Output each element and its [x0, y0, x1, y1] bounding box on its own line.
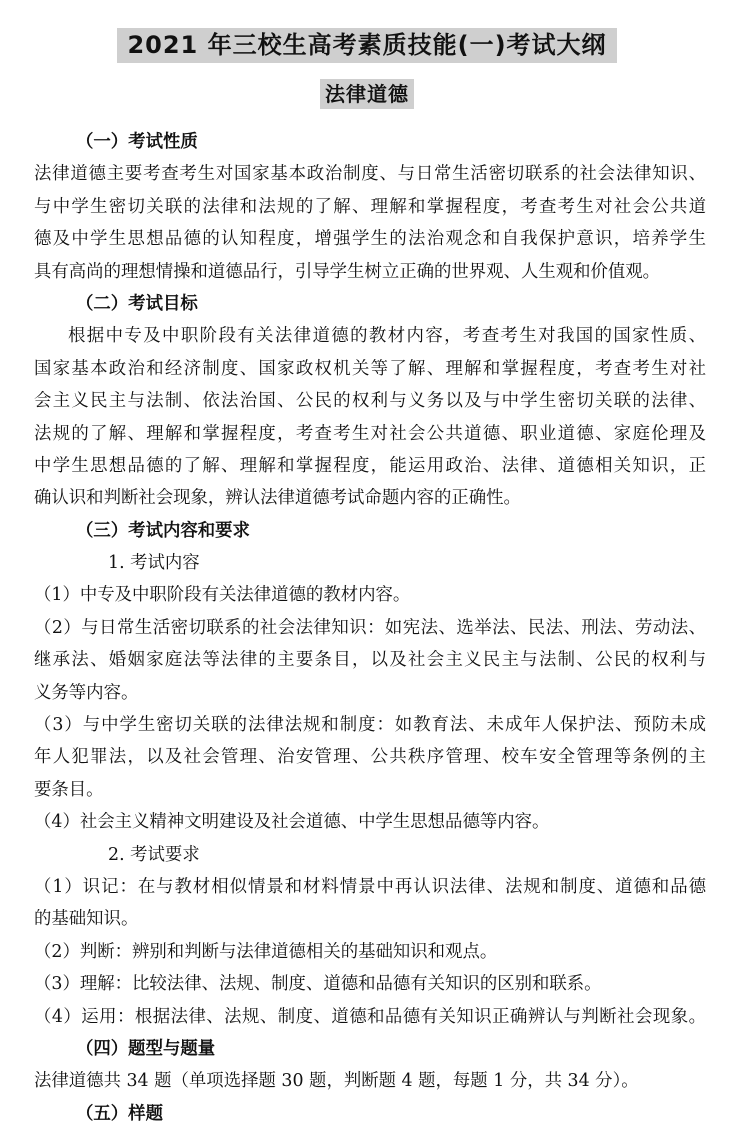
text-line: 要条目。	[34, 779, 104, 800]
text-line: 会主义民主与法制、依法治国、公民的权利与义务以及与中学生密切关联的法律、	[34, 391, 706, 412]
document-body	[34, 126, 706, 1130]
document-subtitle: 法律道德	[320, 79, 414, 109]
text-line: （4）运用：根据法律、法规、制度、道德和品德有关知识正确辨认与判断社会现象。	[34, 1006, 706, 1027]
text-line: 国家基本政治和经济制度、国家政权机关等了解、理解和掌握程度，考查考生对社	[34, 358, 706, 379]
text-line: 年人犯罪法，以及社会管理、治安管理、公共秩序管理、校车安全管理等条例的主	[34, 747, 706, 768]
document-title: 2021 年三校生高考素质技能(一)考试大纲	[117, 28, 616, 63]
text-line: 2. 考试要求	[108, 844, 200, 865]
text-line: （3）与中学生密切关联的法律法规和制度：如教育法、未成年人保护法、预防未成	[34, 715, 706, 736]
text-line: 义务等内容。	[34, 682, 139, 703]
subtitle-container	[0, 79, 734, 109]
section-heading: （三）考试内容和要求	[76, 520, 250, 541]
text-line: 德及中学生思想品德的认知程度，增强学生的法治观念和自我保护意识，培养学生	[34, 229, 706, 250]
section-heading: （二）考试目标	[76, 293, 198, 314]
text-line: 1. 考试内容	[108, 553, 200, 574]
text-line: 继承法、婚姻家庭法等法律的主要条目，以及社会主义民主与法制、公民的权利与	[34, 650, 706, 671]
text-line: 中学生思想品德的了解、理解和掌握程度，能运用政治、法律、道德相关知识，正	[34, 455, 706, 476]
text-line: 确认识和判断社会现象，辨认法律道德考试命题内容的正确性。	[34, 488, 521, 509]
text-line: 的基础知识。	[34, 909, 139, 930]
text-line: 根据中专及中职阶段有关法律道德的教材内容，考查考生对我国的国家性质、	[68, 326, 706, 347]
text-line: （2）判断：辨别和判断与法律道德相关的基础知识和观点。	[34, 941, 498, 962]
section-heading: （五）样题	[76, 1103, 163, 1124]
text-line: （3）理解：比较法律、法规、制度、道德和品德有关知识的区别和联系。	[34, 974, 602, 995]
text-line: 法律道德共 34 题（单项选择题 30 题，判断题 4 题，每题 1 分，共 34 分）。	[34, 1071, 639, 1092]
text-line: 法律道德主要考查考生对国家基本政治制度、与日常生活密切联系的社会法律知识、	[34, 164, 706, 185]
text-line: 具有高尚的理想情操和道德品行，引导学生树立正确的世界观、人生观和价值观。	[34, 261, 661, 282]
text-line: 法规的了解、理解和掌握程度，考查考生对社会公共道德、职业道德、家庭伦理及	[34, 423, 706, 444]
text-line: （2）与日常生活密切联系的社会法律知识：如宪法、选举法、民法、刑法、劳动法、	[34, 617, 706, 638]
text-line: 与中学生密切关联的法律和法规的了解、理解和掌握程度，考查考生对社会公共道	[34, 196, 706, 217]
section-heading: （四）题型与题量	[76, 1038, 216, 1059]
text-line: （4）社会主义精神文明建设及社会道德、中学生思想品德等内容。	[34, 812, 550, 833]
section-heading: （一）考试性质	[76, 132, 198, 152]
title-container	[0, 28, 734, 63]
text-line: （1）识记：在与教材相似情景和材料情景中再认识法律、法规和制度、道德和品德	[34, 876, 706, 897]
text-line: （1）中专及中职阶段有关法律道德的教材内容。	[34, 585, 411, 606]
